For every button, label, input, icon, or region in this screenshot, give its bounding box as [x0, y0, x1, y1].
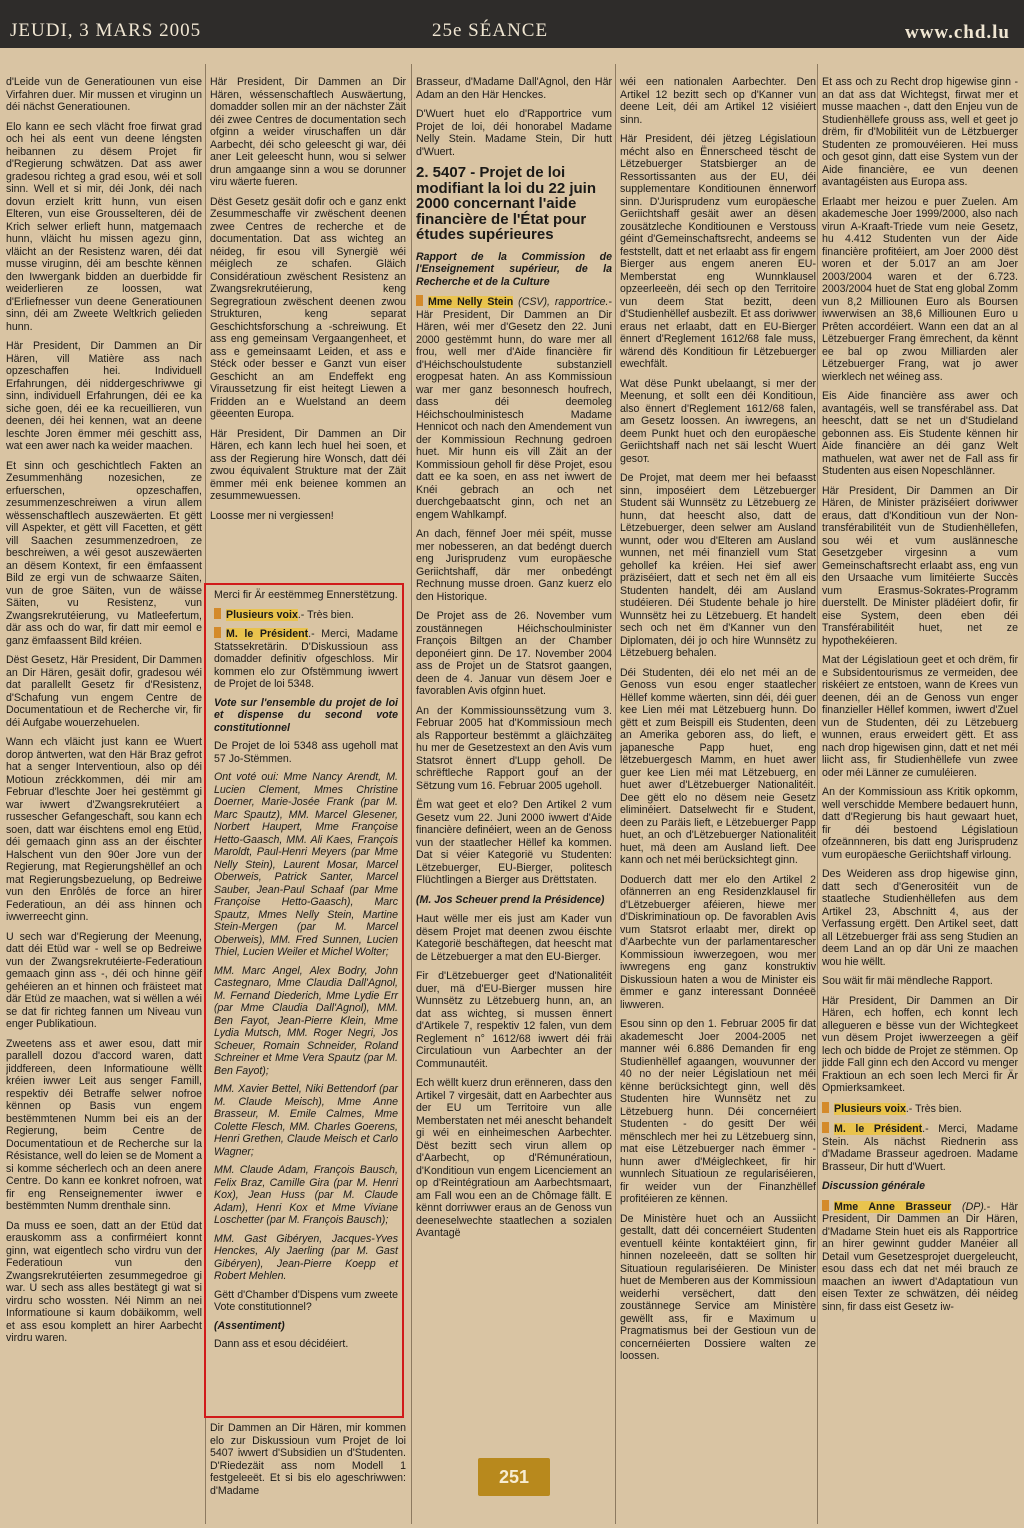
speaker-name: M. le Président	[226, 628, 309, 640]
paragraph: Esou sinn op den 1. Februar 2005 fir dat akademescht Joer 2004-2005 net manner wéi 6.886 Demanden fir eng Studienhëllef agaangen, wouvunner der 40 no der neier Législatioun net méi kënne berücksichtegt ginn, well dës Studenten hire Wunnsëtz net zu Lëtzebuerg hunn. Déi concernéiert Studenten - do gesitt Der wéi mënschlech mer hei zu Lëtzebuerg sinn, mat eise Lëtzebuerger nach ëmmer - hunn awer d'Méiglechkeet, fir hir wunnlech Situatioun ze regulariséieren, fir weider vun der Finanzhëllef profitéieren ze kënnen.	[620, 1018, 816, 1205]
paragraph: Mat der Législatioun geet et och drëm, fir e Subsidentourismus ze vermeiden, dee riskéiert ze entstoen, wann de Krees vun deenen, déi an de Genoss vun enger finanzieller Hëllef kommen, iwwert d'Zuel vun de Studenten, déi zu Lëtzebuerg wunnen, eraus erweidert gëtt. Et ass nach drop higewisen ginn, datt et net méi liicht ass, fir Studienhëllefe vun zwee oder méi Länner ze cumuléieren.	[822, 654, 1018, 779]
voter-list: MM. Marc Angel, Alex Bodry, John Castegnaro, Mme Claudia Dall'Agnol, M. Fernand Diederich, Mme Lydie Err (par Mme Claudia Dall'Agnol), MM. Ben Fayot, Jean-Pierre Klein, Mme Lydia Mutsch, MM. Roger Negri, Jos Scheuer, Romain Schneider, Roland Schreiner et Mme Vera Spautz (par M. Ben Fayot);	[214, 964, 398, 1077]
assentiment: (Assentiment)	[214, 1319, 285, 1332]
header-seance: 25e SÉANCE	[432, 20, 549, 41]
paragraph: Dann ass et esou décidéiert.	[214, 1338, 349, 1350]
paragraph: An der Kommissiounssëtzung vum 3. Februar 2005 hat d'Kommissioun mech als Rapporteur bestëmmt a gläichzäiteg hu mer de Gesetzestext an den Avis vum Statsrot ënnert d'Lupp geholl. De schrëftleche Rapport gouf an der Sëtzung vum 16. Februar 2005 ugeholl.	[416, 704, 612, 792]
paragraph: Ech wëllt kuerz drun erënneren, dass den Artikel 7 virgesäit, datt en Aarbechter aus der EU um Territoire vun alle Memberstaten net méi anescht behandelt gi wéi en einheimeschen Aarbechter. Dëst bezitt sech virun allem op d'Aarbecht, op d'Rémunératioun, d'Konditioun vun engem Licenciement an op d'Reintégratioun am Aarbechtsmaart, am Fall wou een an de Chômage fällt. E kënnt dorriwwer eraus an de Genoss vun deeneselwechte staatlechen a sozialen Avantagë	[416, 1077, 612, 1239]
speaker-line: Plusieurs voix.- Très bien.	[822, 1102, 1018, 1116]
paragraph: Gëtt d'Chamber d'Dispens vum zweete Vote constitutionnel?	[214, 1288, 398, 1313]
paragraph: An dach, fënnef Joer méi spéit, musse mer nobesseren, an dat bedéngt duerch eng Jurisprudenz vum europäesche Geriichtshaff, där mer onbedéngt Rechnung musse droen. Ganz kuerz elo den Historique.	[416, 528, 612, 603]
column-divider	[411, 64, 412, 1524]
page-header	[0, 0, 1024, 48]
voter-list: Ont voté oui: Mme Nancy Arendt, M. Lucien Clement, Mmes Christine Doerner, Marie-Josée Frank (par M. Marc Spautz), MM. Marcel Glesener, Norbert Haupert, Mme Françoise Hetto-Gaasch, MM. Ali Kaes, François Maroldt, Paul-Henri Meyers (par Mme Nelly Stein), Laurent Mosar, Marcel Oberweis, Patrick Santer, Marcel Sauber, Jean-Paul Schaaf (par Mme Françoise Hetto-Gaasch), Marc Spautz, Mmes Nelly Stein, Martine Stein-Mergen (par M. Marcel Oberweis), MM. Fred Sunnen, Lucien Thiel, Lucien Weiler et Michel Wolter;	[214, 771, 398, 958]
paragraph: De Projet, mat deem mer hei befaasst sinn, imposéiert dem Lëtzebuerger Student säi Wunnsëtz zu Lëtzebuerg ze hunn, dat heescht also, datt de Lëtzebuerger, deen selwer am Ausland wunnt, oder wou d'Elteren am Ausland wunnen, net méi finanziell vum Stat gehollef ka kréien. Hei sief awer präziséiert, datt et sech net ëm all eis Studenten handelt, déi am Ausland studéieren. Déi Studente behale jo hire Wunnsëtz hei zu Lëtzebuerg. Et handelt sech och net ëm d'Kanner vun den Diplomaten, déi jo och hire Wunnsëtz zu Lëtzebuerg behalen.	[620, 472, 816, 659]
paragraph: Här President, Dir Dammen an Dir Hären, wéssenschaftlech Auswäertung, domadder sollen mir an der nächster Zäit déi zwee Centres de documentation sech ofginn a weider viruschaffen un där Aarbecht, déi scho geleescht gi war, déi aner Leit geleescht hunn, wou si selwer drun amgaange sinn a wou se dorunner viru wäerte fueren.	[210, 76, 406, 188]
paragraph: Erlaabt mer heizou e puer Zuelen. Am akademesche Joer 1999/2000, also nach virun A-Kraaft-Triede vum neie Gesetz, hu 4.412 Studenten vun der Aide financière profitéiert, am Joer 2000 dëst woren et der 5.017 an am Joer 2003/2004 waren et der 6.723. 2003/2004 huet de Stat eng global Zomm vun 8,2 Milliounen Euro als Boursen iwwerwisen an 38,6 Milliounen Euro u Prêten accordéiert. Wann een dat an al Lëtzebuerger Frang ëmrechent, da kënnt ee bal op zwou Milliarden aler Lëtzebuerger Frang, wat jo awer wierklech net wéineg ass.	[822, 195, 1018, 383]
paragraph: Wat dëse Punkt ubelaangt, si mer der Meenung, et sollt een déi Konditioun, also ënnert d'Reglement 1612/68 falen, am Gesetz loossen. An iwwregens, an deem Punkt huet och den europäesche Geriichtshaff nach net säi lescht Wuert gesoт.	[620, 377, 816, 465]
paragraph: Haut wëlle mer eis just am Kader vun dësem Projet mat deenen zwou éischte Kategorië beschäftegen, dat heescht mat de Lëtzebuerger a mat den EU-Bierger.	[416, 913, 612, 963]
paragraph: Merci fir Är eestëmmeg Ennerstëtzung.	[214, 589, 398, 601]
paragraph: Fir d'Lëtzebuerger geet d'Nationalitéit duer, mä d'EU-Bierger mussen hire Wunnsëtz zu Lëtzebuerg hunn, an, an dat ass wichteg, si mussen ënnert d'Artikele 7, respektiv 12 falen, vun dem Reglement n° 1612/68 iwwert déi fräi Circulatioun vun Aarbechter an der Communautéit.	[416, 970, 612, 1070]
speaker-line: M. le Président.- Merci, Madame Stein. Als nächst Riednerin ass d'Madame Brasseur agedroen. Madame Brasseur, Dir hutt d'Wuert.	[822, 1123, 1018, 1173]
paragraph: d'Leide vun de Generatiounen vun eise Virfahren duer. Mir mussen et viruginn un déi nächst Generatiounen.	[6, 76, 202, 113]
paragraph: D'Wuert huet elo d'Rapportrice vum Projet de loi, déi honorabel Madame Nelly Stein. Madame Stein, Dir hutt d'Wuert.	[416, 108, 612, 158]
column-1	[6, 76, 202, 1521]
paragraph: Dëst Gesetz gesäit dofir och e ganz enkt Zesummeschaffe vir zwëschent deenen zwee Centres de recherche et de documentation. Dat ass wichteg an néideg, fir esou vill Synergië wéi méiglech ze schafen. Gläich Considératioun zwëschent Resistenz an Zwangsrekrutéierung, keng Segregratioun zwëschent deenen zwou Strukturen, keng separat Geschichtsforschung a -schreiwung. Et ass eng gemeinsam Vergaangenheet, et ass e gemeinsaamt Leiden, et ass e Stéck oder besser e Ganzt vun eiser Geschicht an am Endeffekt eng Viraussetzung fir eist heitegt Liewen a Fridden an e Wuelstand an deem gëeenten Europa.	[210, 195, 406, 420]
presidence-note: (M. Jos Scheuer prend la Présidence)	[416, 893, 605, 906]
column-3	[416, 76, 612, 1456]
paragraph: Et sinn och geschichtlech Fakten an Zesummenhäng nozesichen, ze erfuerschen, opzeschaffen, zesummenzeschreiwen a virun allem wëssenschaftlech auszewäerten. Et gëtt vill Aspekter, et gëtt vill Facetten, et gëtt vill Saachen zesummenzedroen, ze beschreiwen, a wéi gesot auszewäerten an dësem Kontext, fir een ëmfaassent Bild ze ergi vun de schwaarze Säiten, vun de groe Säiten, vun de wäisse Säiten, vu Resistenz, vun Zwangsrekrutéierung, vu Matleefertum, där ass och do war, fir datt mir eemol e ganz ëmfaassent Bild kréien.	[6, 459, 202, 647]
paragraph: Zweetens ass et awer esou, datt mir parallell dozou d'accord waren, datt jiddfereen, deen Informatioune wëllt kréien iwwer Leit aus senger Famill, respektiv déi Betraffe selwer nofroe kënnen op Basis vun engem bestëmmtenen Numm bei eis an der Regierung, beim Centre de Documentatioun et de Recherche sur la Résistance, well do leien se de Moment a si komme sécherlech och an deen anere Centre. Do kann ee konkret nofroen, wat fir eng Renseignementer iwwer e bestëmmten Numm drenthale sinn.	[6, 1037, 202, 1212]
voter-list: MM. Xavier Bettel, Niki Bettendorf (par M. Claude Meisch), Mme Anne Brasseur, M. Emile Calmes, Mme Colette Flesch, MM. Charles Goerens, Henri Grethen, Claude Meisch et Carlo Wagner;	[214, 1083, 398, 1158]
speaker-marker-icon	[214, 627, 221, 638]
column-divider	[615, 64, 616, 1524]
voter-list: MM. Claude Adam, François Bausch, Felix Braz, Camille Gira (par M. Henri Kox), Jean Huss (par M. Claude Adam), Henri Kox et Mme Viviane Loschetter (par M. François Bausch);	[214, 1164, 398, 1226]
page-number: 251	[478, 1458, 550, 1496]
column-5	[822, 76, 1018, 1521]
paragraph: Ëm wat geet et elo? Den Artikel 2 vum Gesetz vum 22. Juni 2000 iwwert d'Aide financière definéiert, ween an de Genoss vun der staatlecher Hëllef ka kommen. Dat si véier Kategorië vu Studenten: Lëtzebuerger, EU-Bierger, politesch Flüchtlingen a Bierger aus Drëttstaten.	[416, 799, 612, 886]
report-title: Rapport de la Commission de l'Enseignement supérieur, de la Recherche et de la Culture	[416, 250, 612, 288]
paragraph: An der Kommissioun ass Kritik opkomm, well verschidde Membere bedauert hunn, datt d'Regierung bis haut gewaart huet, fir déi bestoend Législatioun ofzeännneren, bis datt eng Jurisprudenz vum europäesche Geriichtshaff virloung.	[822, 786, 1018, 861]
voter-list: MM. Gast Gibéryen, Jacques-Yves Henckes, Aly Jaerling (par M. Gast Gibéryen), Jean-Pierre Koepp et Robert Mehlen.	[214, 1232, 398, 1282]
speaker-marker-icon	[214, 608, 221, 619]
paragraph: Loosse mer ni vergiessen!	[210, 509, 334, 522]
vote-title: Vote sur l'ensemble du projet de loi et dispense du second vote constitutionnel	[214, 696, 398, 734]
speaker-line: Mme Anne Brasseur (DP).- Här President, Dir Dammen an Dir Hären, d'Madame Stein huet eis als Rapportrice an hirer gewinnt gudder Manéier all Detail vum Gesetzesprojet duergeleucht, esou dass ech dat net méi brauch ze maachen an iwwert d'Adaptatioun vun eisen Texter ze schwätzen, déi néideg sinn, fir dass eist Gesetz iw-	[822, 1200, 1018, 1313]
speaker-name: Mme Anne Brasseur	[834, 1200, 952, 1213]
speaker-marker-icon	[822, 1102, 829, 1113]
speaker-marker-icon	[822, 1200, 829, 1211]
paragraph: Sou wäit fir mäi mëndleche Rapport.	[822, 975, 993, 987]
column-divider	[817, 64, 818, 1524]
paragraph: Des Weideren ass drop higewise ginn, datt sech d'Generositéit vun de staatleche Studienhëllefen aus dem Artikel 23, Abschnitt 4, aus der Verfassung ergëtt. Den Artikel seet, datt all Lëtzebuerger fräi ass seng Studien an deem Land an op där Uni ze maachen wou hie wëllt.	[822, 868, 1018, 968]
speaker-name: M. le Président	[834, 1123, 923, 1135]
paragraph: Här President, Dir Dammen an Dir Hären, vill Matière ass nach opzeschaffen hei. Individuell Erfahrungen, déi niddergeschriwwe gi sinn, individuell Erfahrungen, déi ee ka siche goen, déi ee ka recueillieren, vun deenen, déi hei kennen, wat an deene leschte Joren ëmmer méi geschitt ass, wat een awer nach ka weider maachen.	[6, 340, 202, 452]
paragraph: Doduerch datt mer elo den Artikel 2 ofännerren an eng Residenzklausel fir d'Lëtzebuerger aféieren, hiewe mer d'Diskriminatioun op. De favorablen Avis vum Statsrot erlaabt mer, direkt op d'Aarbechte vun der parlamentarescher Kommissioun iwwerzegoen, wou mer iwwregens eng ganz konstruktiv Diskussioun haten a wou de Minister eis ëmmer e ganz interessant Donnéeë liwweren.	[620, 873, 816, 1011]
paragraph: De Ministère huet och an Aussiicht gestallt, datt déi concernéiert Studenten eventuell kéinte kontaktéiert ginn, fir hinnen nozeleeën, datt se sollten hir Situatioun regulariséieren. De Minister huet de Memberen aus der Kommissioun weiderhi versëchert, datt den zoustännege Service am Ministère gewëllt ass, fir e Maximum u Pragmatismus bei der Gestioun vun de concernéierten Dossiere walten ze loossen.	[620, 1212, 816, 1362]
paragraph: Här President, déi jëtzeg Législatioun mécht also en Ënnerscheed tëscht de Lëtzebuerger Statsbierger an de Ressortissanten aus der EU, déi supplementare Konditiounen ënnerworf sinn. D'Jurisprudenz vum europäesche Geriichtshaff gesäit awer an dësen zousätzleche Konditiounen e Verstouss géint d'Gemeinschaftsrecht, andeems se feststellt, datt et net erlaabt ass fir engem Bierger aus engem aneren EU-Memberstat eng Wunnklausel opzeerleeën, déi sech op den Territoire vun deem Stat bezitt, deen d'Studienhëllef ausbezilt. Et ass doriwwer eraus net erlaabt, datt en EU-Bierger ënnert d'Reglement 1612/68 fale muss, wärend dës Konditioun fir Lëtzebuerger ewechfält.	[620, 133, 816, 370]
paragraph: Här President, Dir Dammen an Dir Hären, de Minister präziséiert doriwwer eraus, datt d'Konditioun vun der Non-transférabilitéit vun de Studienhëllefen, sou wéi et vum auslännesche Gesetzgeber virgesinn a vum Gemeinschaftsrecht erlaabt ass, eng vun den Ursaache vum limitéierte Succès vum Erasmus-Sokrates-Programm duerstellt. De Minister plädéiert dofir, fir eise System, deen eben déi Transférabilitéit huet, net ze hypothekéieren.	[822, 484, 1018, 647]
paragraph: Wann ech vläicht just kann ee Wuert dorop äntwerten, wat den Här Braz gefrot hat a senger Interventioun, also op déi Motioun zréckkommen, déi mir am Februar d'leschte Joer hei gestëmmt gi war iwwert d'Zwangsrekrutéiert a russescher Gefangeschaft, sou kann ech soen, datt war éischtens emol eng Etüd, déi gemaach ginn ass an der éischter Halschent vun den 90er Jore vun der Regierung, mat Regierungshëllef an och mat Regierungsbezuelung, op Bedreiwe vun den Enrôlés de force an hirer Federatioun, an déi ass hinnen och iwwerreecht ginn.	[6, 736, 202, 923]
speaker-marker-icon	[822, 1122, 829, 1133]
column-2	[210, 76, 406, 581]
paragraph: Dir Dammen an Dir Hären, mir kommen elo zur Diskussioun vum Projet de loi 5407 iwwert d'Subsidien un d'Studenten. D'Riedezäit ass nom Modell 1 festgeleeët. Et si bis elo ageschriwwen: d'Madame	[210, 1422, 406, 1497]
header-date: JEUDI, 3 MARS 2005	[10, 20, 202, 41]
paragraph: Et ass och zu Recht drop higewise ginn - an dat ass dat Wichtegst, firwat mer et musse maachen -, datt den Enjeu vun de Studienhëllefe grouss ass, well et geet jo drëm, fir d'Mobilitéit vun de Lëtzbuerger Studenten ze promouvéieren. Hei muss och gesot ginn, datt eise System vun der Aide financière, ee vun deenen avantagéisten aus Europa ass.	[822, 76, 1018, 188]
paragraph: De Projet de loi 5348 ass ugeholl mat 57 Jo-Stëmmen.	[214, 740, 398, 765]
column-2-continued	[210, 1422, 406, 1522]
speaker-marker-icon	[416, 295, 423, 306]
paragraph: Elo kann ee sech vlächt froe firwat grad och hei als eent vun deene léngsten heibannen zu dësem Projet fir d'Regierung schwätzen. Dat ass awer gradesou richteg a grad esou, wéi et soll sinn. Well et si mir, déi Jonk, déi nach dovun erzielt kritt hunn, vun eisen Elteren, vun eise Grousselteren, déi de Krich selwer erlieft hunn, matgemaach hunn, vläicht hu missen agezu ginn, vläicht an der Resistenz waren, déi dat musse viruginn, déi am beschte kënnen den Iwwergank bidden an duerbidde fir weiderlieren ze loossen, wat d'Erliefnesser vun deene Generatiounen sinn, déi am Zweete Weltkrich gelieden hunn.	[6, 120, 202, 333]
paragraph: Här President, Dir Dammen an Dir Hären, ech kann lech huel hei soen, et ass der Regierung hire Wonsch, datt déi zwou équivalent Strukture mat der Zäit ëmmer méi enk beienee kommen an zesummewuessen.	[210, 427, 406, 502]
paragraph: Dëst Gesetz, Här President, Dir Dammen an Dir Hären, gesäit dofir, gradesou wéi dat parallellt Gesetz fir d'Resistenz, d'Schafung vun engem Centre de Documentatioun et de Recherche vir, fir déi Aufgabe wouerzehuelen.	[6, 654, 202, 729]
speaker-line: Mme Nelly Stein (CSV), rapportrice.- Här President, Dir Dammen an Dir Hären, wéi mer d'Gesetz den 22. Juni 2000 gestëmmt hunn, do ware mer all frou, well mer d'Aide financière fir d'Héichschoulstudente substanziell erogpesat haten. An ass Kommissioun war mer ganz besonnesch houfrech, dass déi deemoleg Héichschoulministesch Madame Hennicot och nach den Amendement vun der Kommissioun Rechnung gedroen huet. Mir hunn eis vill Zäit an der Kommissioun geholl fir dëse Projet, esou datt ee ka soen, en ass net iwwert de Knéi gebrach an och net duerchgebaatscht ginn, och net an engem Wahlkampf.	[416, 296, 612, 521]
column-4	[620, 76, 816, 1521]
paragraph: U sech war d'Regierung der Meenung, datt déi Etüd war - well se op Bedreiwe vun der Zwangsrekrutéierte-Federatioun gemaach ginn ass -, déi och hinne gëif gehéieren an et hinnen och fräisteet mat där Etüd ze maachen, wat si wëllen a wéi se dat fir richteg fannen um Niveau vun enger Publikatioun.	[6, 930, 202, 1030]
speaker-name: Plusieurs voix	[226, 608, 298, 621]
speaker-name: Plusieurs voix	[834, 1102, 906, 1115]
paragraph: De Projet ass de 26. November vum zoustännegen Héichschoulminister François Biltgen an der Chamber deponéiert ginn. De 17. November 2004 ass de Projet un de Statsrot gaangen, deen de 4. Januar vun dësem Joer e favorablen Avis ofginn huet.	[416, 610, 612, 697]
paragraph: Da muss ee soen, datt an der Etüd dat erauskomm ass a confirméiert konnt ginn, wat eigentlech scho virdru vun der Federatioun vun den Zwangsrekrutéierten zesummegedroe gi war. U sech ass alles bestätegt gi wat si virdru scho wossten. Néi Nimm an nei Informatioune si kaum dobäikomm, well et ass esou komplett an hirer Aarbecht virdru waren.	[6, 1219, 202, 1344]
vote-highlight-box	[204, 583, 404, 1418]
speaker-name: Mme Nelly Stein	[428, 296, 514, 308]
paragraph: Här President, Dir Dammen an Dir Hären, ech hoffen, ech konnt lech allegueren e bësse vun der Wichtegkeet vun dësem Projet iwwerzeegen a gëif lech och bidde de Projet ze stëmmen. Op jidde Fall ginn ech den Accord vu menger Fraktioun an ech soen lech Merci fir Är Opmierksamkeet.	[822, 994, 1018, 1094]
section-title: 2. 5407 - Projet de loi modifiant la loi du 22 juin 2000 concernant l'aide financière de l'État pour études supérieures	[416, 164, 597, 243]
speaker-line: M. le Président.- Merci, Madame Statssekretärin. D'Diskussioun ass domadder definitiv ofgeschloss. Mir kommen elo zur Ofstëmmung iwwert de Projet de loi 5348.	[214, 628, 398, 690]
paragraph: Déi Studenten, déi elo net méi an de Genoss vun esou enger staatlecher Hëllef komme wäerten, sinn déi, déi guer kee Lien méi mat Lëtzebuerg hunn. Do gëtt et zum Beispill eis Studenten, deen an Amerika geboren ass, do lieft, e japanesche Papp huet, eng lëtzebuergesch Mamm, en huet awer guer kee Lien méi mat Lëtzebuerg, en huet awer d'Lëtzebuerger Nationalitéit. Dee gëtt elo no dësem neie Gesetz eliminéiert. Datselwecht fir e Student, deen zu Paräis lieft, e Lëtzebuerger Papp huet, an och d'Lëtzebuerger Nationalitéit huet, mä deen am Ausland lieft. Dee kann och net méi berücksichtegt ginn.	[620, 666, 816, 866]
paragraph: wéi een nationalen Aarbechter. Den Artikel 12 bezitt sech op d'Kanner vun deene Leit, déi am Artikel 12 visiéiert sinn.	[620, 76, 816, 126]
paragraph: Eis Aide financière ass awer och avantagéis, well se transférabel ass. Dat heescht, datt se net un d'Studieland gebonnen ass. Eis Studente kënnen hir Aide financière an déi ganz Welt mathuelen, wat awer net de Fall ass fir Studenten aus eisen Nopeschlänner.	[822, 390, 1018, 477]
paragraph: Brasseur, d'Madame Dall'Agnol, den Här Adam an den Här Henckes.	[416, 76, 612, 101]
speaker-line: Plusieurs voix.- Très bien.	[214, 608, 398, 622]
header-url[interactable]: www.chd.lu	[904, 22, 1010, 43]
discussion-heading: Discussion générale	[822, 1180, 926, 1192]
